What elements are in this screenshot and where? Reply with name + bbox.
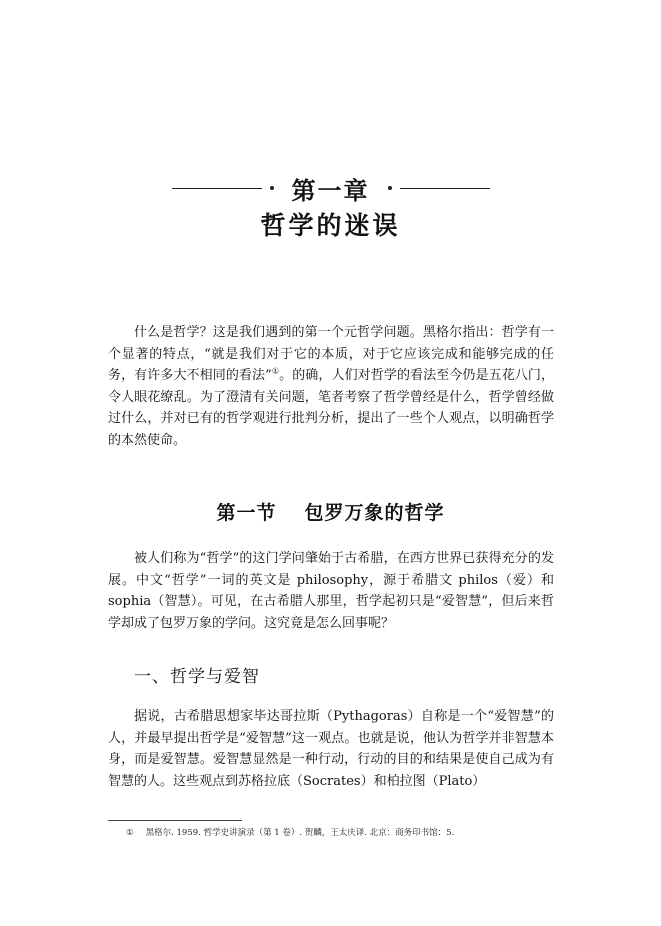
subsection-title: 一、哲学与爱智 — [134, 667, 260, 687]
section-title: 包罗万象的哲学 — [304, 502, 445, 524]
chapter-rule-right — [400, 188, 490, 189]
footnote-reference[interactable]: ① — [271, 366, 280, 376]
intro-text-after-note: 。的确，人们对哲学的看法至今仍是五花八门，令人眼花缭乱。为了澄清有关问题，笔者考察了哲学曾经是什么，哲学曾经做过什么，并对已有的哲学观进行批判分析，提出了一些个人观点，以明确哲学的本然使命。 — [108, 368, 554, 448]
chapter-heading — [0, 168, 661, 208]
intro-text-before-note: 什么是哲学？这是我们遇到的第一个元哲学问题。黑格尔指出：哲学有一个显著的特点，“就是我们对于它的本质，对于它应该完成和能够完成的任务，有许多大不相同的看法” — [108, 325, 554, 384]
intro-paragraph — [108, 322, 554, 452]
footnote-mark: ① — [126, 828, 134, 838]
chapter-dot-right — [388, 186, 392, 190]
chapter-title: 哲学的迷误 — [260, 211, 401, 240]
footnote-text: 黑格尔. 1959. 哲学史讲演录（第 1 卷）. 贺麟，王太庆译. 北京：商务印书馆：5. — [145, 828, 455, 838]
section-number: 第一节 — [216, 502, 277, 524]
footnote-divider — [108, 820, 242, 821]
subsection-paragraph: 据说，古希腊思想家毕达哥拉斯（Pythagoras）自称是一个“爱智慧”的人，并最早提出哲学是“爱智慧”这一观点。也就是说，他认为哲学并非智慧本身，而是爱智慧。爱智慧显然是一种行动，行动的目的和结果是使自己成为有智慧的人。这些观点到苏格拉底（Socrates）和柏拉图（Plato） — [108, 709, 554, 789]
footnote — [126, 826, 566, 840]
chapter-label: 第一章 — [291, 175, 370, 205]
section-heading — [0, 498, 661, 525]
chapter-rule-left — [172, 188, 262, 189]
section-paragraph: 被人们称为“哲学”的这门学问肇始于古希腊，在西方世界已获得充分的发展。中文“哲学”一词的英文是 philosophy，源于希腊文 philos（爱）和 sophia（智慧）。可见，在古希腊人那里，哲学起初只是“爱智慧”，但后来哲学却成了包罗万象的学问。这究竟是怎么回事呢？ — [108, 551, 554, 631]
chapter-dot-left — [270, 186, 274, 190]
